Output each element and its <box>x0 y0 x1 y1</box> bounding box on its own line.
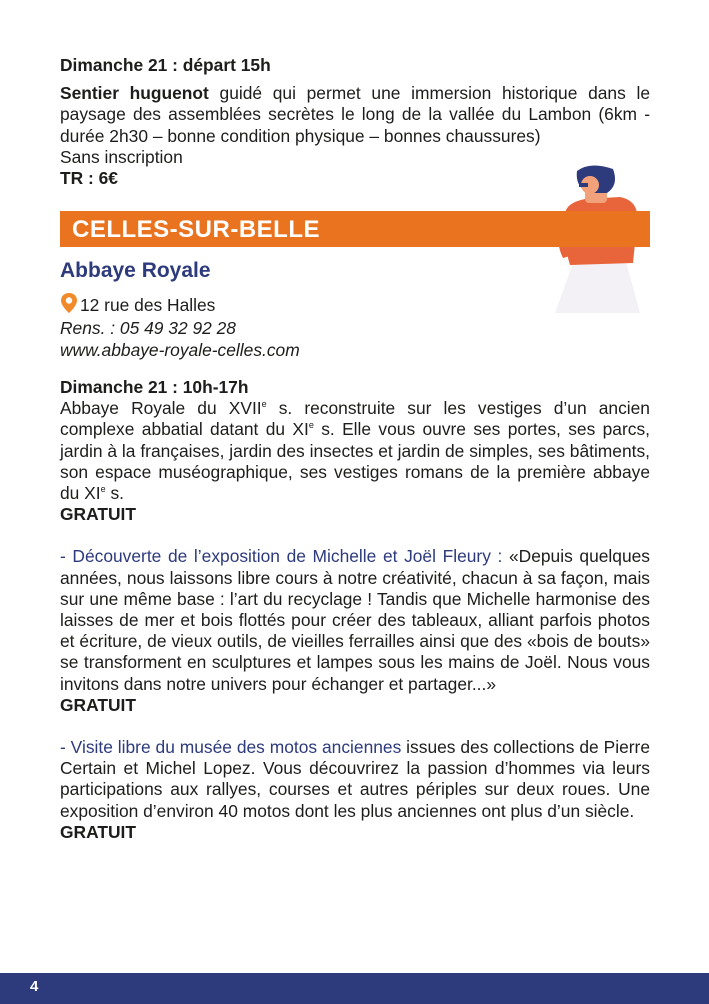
location-pin-icon <box>60 292 78 314</box>
expo-description <box>60 546 650 694</box>
expo-lead: - Découverte de l’exposition de Michelle et Joël Fleury : <box>60 546 503 567</box>
event-price: GRATUIT <box>60 504 136 525</box>
address-line <box>60 292 460 317</box>
website-link[interactable]: www.abbaye-royale-celles.com <box>60 340 300 360</box>
intro-desc-text: guidé qui permet une immersion historique dans le paysage des assemblées secrètes le long de la vallée du Lambon (6km - durée 2h30 – bonne condition physique – bonnes chaussures) <box>60 83 650 146</box>
venue-title: Abbaye Royale <box>60 259 211 282</box>
page-footer <box>0 973 709 1004</box>
musee-text: issues des collections de Pierre Certain et Michel Lopez. Vous découvrirez la passion d’hommes via leurs participations aux rallyes, courses et autres périples sur deux roues. Une exposition d’environ 40 motos dont les plus anciennes ont plus d’un siècle. <box>60 737 650 821</box>
event-sup-c: e <box>100 484 106 495</box>
intro-description <box>60 83 650 147</box>
expo-price: GRATUIT <box>60 694 136 715</box>
event-description <box>60 398 650 504</box>
event-sup-b: e <box>308 420 314 431</box>
address-text: 12 rue des Halles <box>80 295 216 315</box>
intro-note: Sans inscription <box>60 146 183 167</box>
page-number: 4 <box>30 978 39 995</box>
event-sup-a: e <box>261 399 267 410</box>
venue-events <box>60 377 650 843</box>
event-desc-a: Abbaye Royale du XVII <box>60 398 262 419</box>
event-desc-b: s. reconstruite sur les vestiges d’un ancien complexe abbatial datant du XI <box>60 398 650 440</box>
town-banner: CELLES-SUR-BELLE <box>60 211 650 247</box>
intro-title: Sentier huguenot <box>60 83 209 104</box>
musee-lead: - Visite libre du musée des motos anciennes <box>60 737 402 758</box>
phone-line: Rens. : 05 49 32 92 28 <box>60 317 236 338</box>
intro-date: Dimanche 21 : départ 15h <box>60 55 271 75</box>
event-date: Dimanche 21 : 10h-17h <box>60 377 249 397</box>
expo-text: «Depuis quelques années, nous laissons libre cours à notre créativité, chacun à sa façon, mais sur une même base : l’art du recyclage ! Tandis que Michelle harmonise des laisses de mer et bois flottés pour créer des tableaux, alliant parfois photos et écriture, de vieux outils, de vieilles ferrailles ainsi que des «bois de bouts» se transforment en sculptures et lampes sous les mains de Joël. Nous vous invitons dans notre univers pour échanger et partager...» <box>60 546 650 694</box>
intro-price: TR : 6€ <box>60 168 118 189</box>
event-desc-d: s. <box>105 483 124 504</box>
musee-description <box>60 737 650 822</box>
venue-address-block <box>60 292 460 362</box>
event-desc-c: s. Elle vous ouvre ses portes, ses parcs, jardin à la françaises, jardin des insectes et jardin de simples, ses bâtiments, son espace muséographique, ses vestiges romans de la première abbaye du XI <box>60 419 650 504</box>
musee-price: GRATUIT <box>60 821 136 842</box>
